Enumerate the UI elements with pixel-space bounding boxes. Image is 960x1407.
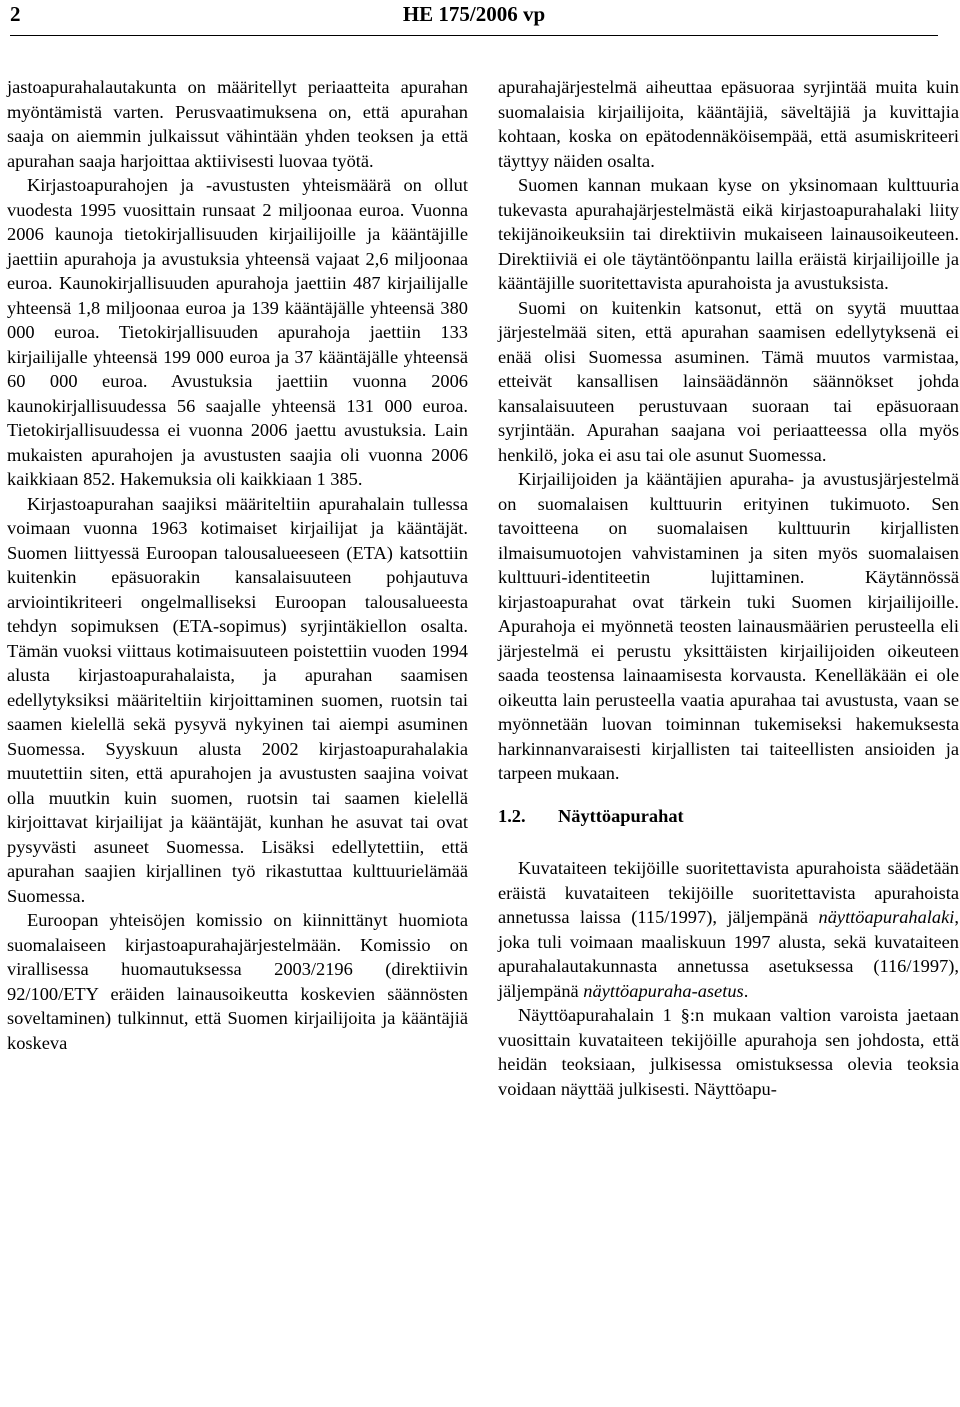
- paragraph: [498, 856, 959, 1003]
- paragraph: Euroopan yhteisöjen komissio on kiinnittänyt huomiota suomalaiseen kirjastoapurahajärjestelmään. Komissio on virallisessa huomautuksessa 2003/2196 (direktiivin 92/100/ETY eräiden lainausoikeutta koskevien säännösten soveltaminen) tulkinnut, että Suomen kirjailijoita ja kääntäjiä koskeva: [7, 910, 468, 1053]
- paragraph: Suomen kannan mukaan kyse on yksinomaan kulttuuria tukevasta apurahajärjestelmästä eikä kirjastoapurahalaki liity tekijänoikeuksiin tai direktiivin mukaiseen lainausoikeuteen. Direktiiviä ei ole täytäntöönpantu lailla eräistä kirjailijoille ja kääntäjille suoritettavista apurahoista ja avustuksista.: [498, 175, 959, 293]
- paragraph: Kirjastoapurahojen ja -avustusten yhteismäärä on ollut vuodesta 1995 vuosittain runsaat 2 miljoonaa euroa. Vuonna 2006 kaunoja tietokirjallisuuden kirjailijoille ja kääntäjille jaettiin apurahoja ja avustuksia yhteensä vajaat 2,6 miljoonaa euroa. Kaunokirjallisuuden apurahoja jaettiin 487 kirjailijalle yhteensä 1,8 miljoonaa euroa ja 139 kääntäjälle yhteensä 380 000 euroa. Tietokirjallisuuden apurahoja jaettiin 133 kirjailijalle yhteensä 199 000 euroa ja 37 kääntäjälle yhteensä 60 000 euroa. Avustuksia jaettiin vuonna 2006 kaunokirjallisuudessa 56 saajalle yhteensä 131 000 euroa. Tietokirjallisuudessa ei vuonna 2006 jaettu avustuksia. Lain mukaisten apurahojen ja avustusten saajia oli vuonna 2006 kaikkiaan 852. Hakemuksia oli kaikkiaan 1 385.: [7, 175, 468, 489]
- document-id: HE 175/2006 vp: [402, 2, 546, 26]
- right-column: [498, 75, 959, 1101]
- section-title: Näyttöapurahat: [558, 805, 684, 826]
- header-rule: [10, 35, 938, 36]
- law-name: näyttöapurahalaki: [818, 907, 955, 927]
- text-run: , joka tuli voimaan maaliskuun 1997 alusta, sekä kuvataiteen apurahalautakunnasta annetussa asetuksessa (116/1997), jäljempänä: [498, 907, 959, 1001]
- text-run: .: [743, 980, 749, 1001]
- paragraph: Suomi on kuitenkin katsonut, että on syytä muuttaa järjestelmää siten, että apurahan saamisen edellytyksenä ei enää olisi Suomessa asuminen. Tämä muutos varmistaa, etteivät kansallisen lainsäädännön säännökset johda kansalaisuuteen perustuvaan suoraan tai epäsuoraan syrjintään. Apurahan saajana voi periaatteessa olla myös henkilö, joka ei asu tai ole asunut Suomessa.: [498, 297, 959, 465]
- left-column: [7, 75, 468, 1055]
- section-number: 1.2.: [498, 805, 526, 826]
- paragraph: Näyttöapurahalain 1 §:n mukaan valtion varoista jaetaan vuosittain kuvataiteen tekijöille apurahoja sen johdosta, että heidän teoksiaan, julkisessa omistuksessa olevia teoksia voidaan näyttää julkisesti. Näyttöapu-: [498, 1005, 959, 1099]
- page-header: [10, 0, 938, 34]
- paragraph: apurahajärjestelmä aiheuttaa epäsuoraa syrjintää muita kuin suomalaisia kirjailijoita, kääntäjiä, säveltäjiä ja kuvittajia kohtaan, koska on epätodennäköisempää, että asumiskriteeri täyttyy näiden osalta.: [498, 77, 959, 171]
- paragraph: Kirjailijoiden ja kääntäjien apuraha- ja avustusjärjestelmä on suomalaisen kulttuurin erityinen tukimuoto. Sen tavoitteena on suomalaisen kulttuurin kirjallisten ilmaisumuotojen vahvistaminen ja siten myös suomalaisen kulttuuri-identiteetin lujittaminen. Käytännössä kirjastoapurahat ovat tärkein tuki Suomen kirjailijoille. Apurahoja ei myönnetä teosten lainausmäärien perusteella eli järjestelmä ei perustu yksittäisten kirjailijoiden oikeuteen saada teostensa lainaamisesta korvausta. Kenelläkään ei ole oikeutta lain perusteella vaatia apurahaa tai avustusta, vaan se myönnetään luovan toiminnan tukemiseksi hakemuksesta harkinnanvaraisesti kirjallisten tai taiteellisten ansioiden ja tarpeen mukaan.: [498, 469, 959, 783]
- paragraph: jastoapurahalautakunta on määritellyt periaatteita apurahan myöntämistä varten. Perusvaatimuksena on, että apurahan saaja on aiemmin julkaissut vähintään yhden teoksen ja että apurahan saaja harjoittaa aktiivisesti luovaa työtä.: [7, 77, 468, 171]
- paragraph: Kirjastoapurahan saajiksi määriteltiin apurahalain tullessa voimaan vuonna 1963 kotimaiset kirjailijat ja kääntäjät. Suomen liittyessä Euroopan talousalueeseen (ETA) katsottiin kuitenkin epäsuorakin kansalaisuuteen pohjautuva arviointikriteeri ongelmalliseksi Euroopan talousalueesta tehdyn sopimuksen (ETA-sopimus) syrjintäkiellon osalta. Tämän vuoksi viittaus kotimaisuuteen poistettiin vuoden 1994 alusta kirjastoapurahalaista, ja apurahan saamisen edellytyksiksi määriteltiin kirjoittaminen suomen, ruotsin tai saamen kielellä sekä pysyvä nykyinen tai aiempi asuminen Suomessa. Syyskuun alusta 2002 kirjastoapurahalakia muutettiin siten, että apurahojen ja avustusten saajina voivat olla muutkin kuin suomen, ruotsin tai saamen kielellä kirjoittavat kirjailijat ja kääntäjät, kunhan he asuvat tai ovat pysyvästi asuneet Suomessa. Lisäksi edellytettiin, että apurahan saajien kirjallinen työ rikastuttaa kulttuurielämää Suomessa.: [7, 493, 468, 906]
- section-heading: [498, 804, 959, 829]
- decree-name: näyttöapuraha-asetus: [583, 980, 744, 1001]
- text-run: Kuvataiteen tekijöille suoritettavista apurahoista säädetään eräistä kuvataiteen tekijöille suoritettavista apurahoista annetussa laissa (115/1997), jäljempänä: [498, 858, 959, 927]
- page-number: 2: [10, 2, 21, 26]
